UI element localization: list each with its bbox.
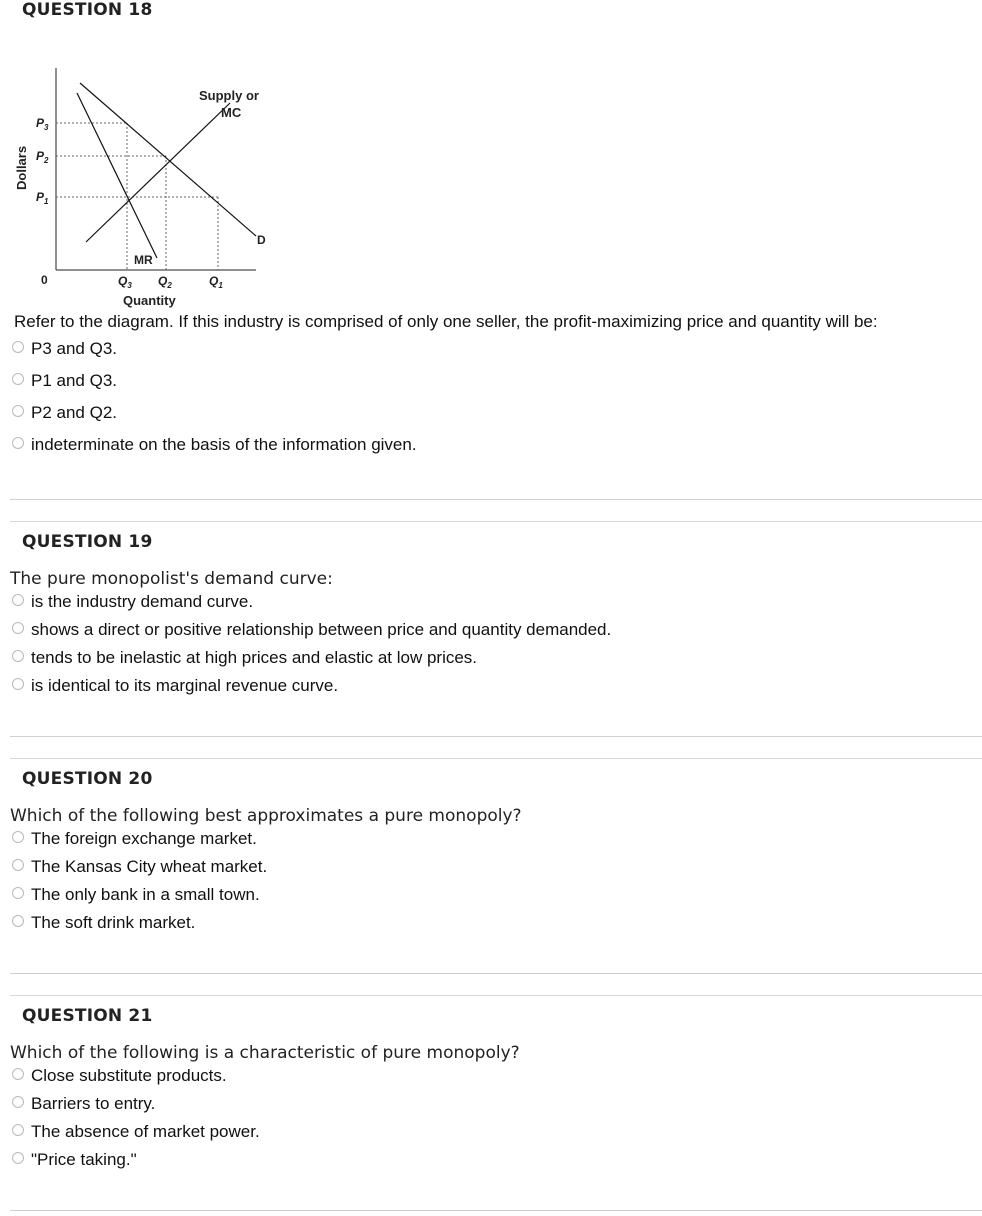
question-18-title: QUESTION 18 xyxy=(22,0,153,20)
radio-button-icon[interactable] xyxy=(12,678,24,690)
q20-option-d[interactable] xyxy=(12,915,195,937)
x-axis-label: Quantity xyxy=(123,293,176,308)
option-label: Barriers to entry. xyxy=(31,1094,156,1113)
radio-button-icon[interactable] xyxy=(12,859,24,871)
option-label: The foreign exchange market. xyxy=(31,829,257,848)
y-axis-label: Dollars xyxy=(14,145,29,190)
q20-option-b[interactable] xyxy=(12,859,267,881)
q21-option-c[interactable] xyxy=(12,1124,260,1146)
p3-label: $P_3$ xyxy=(36,116,49,132)
q18-option-c[interactable] xyxy=(12,405,117,427)
question-19-title: QUESTION 19 xyxy=(22,532,153,552)
q3-label: $Q_3$ xyxy=(118,274,132,290)
option-label: shows a direct or positive relationship between price and quantity demanded. xyxy=(31,620,612,639)
divider xyxy=(10,1210,982,1211)
divider xyxy=(10,499,982,500)
q20-option-c[interactable] xyxy=(12,887,260,909)
option-label: The only bank in a small town. xyxy=(31,885,260,904)
question-20-title: QUESTION 20 xyxy=(22,769,153,789)
question-21-text: Which of the following is a characteristic of pure monopoly? xyxy=(10,1043,520,1063)
mr-label: MR xyxy=(134,253,153,267)
option-label: tends to be inelastic at high prices and elastic at low prices. xyxy=(31,648,478,667)
q21-option-a[interactable] xyxy=(12,1068,227,1090)
q1-label: $Q_1$ xyxy=(209,274,223,290)
q19-option-b[interactable] xyxy=(12,622,611,644)
option-label: P2 and Q2. xyxy=(31,403,118,422)
divider xyxy=(10,736,982,737)
radio-button-icon[interactable] xyxy=(12,594,24,606)
q21-option-b[interactable] xyxy=(12,1096,155,1118)
radio-button-icon[interactable] xyxy=(12,1152,24,1164)
radio-button-icon[interactable] xyxy=(12,437,24,449)
radio-button-icon[interactable] xyxy=(12,915,24,927)
p1-label: $P_1$ xyxy=(36,190,49,206)
option-label: P1 and Q3. xyxy=(31,371,118,390)
radio-button-icon[interactable] xyxy=(12,831,24,843)
divider xyxy=(10,521,982,522)
q19-option-a[interactable] xyxy=(12,594,253,616)
question-19-text: The pure monopolist's demand curve: xyxy=(10,569,333,589)
option-label: The Kansas City wheat market. xyxy=(31,857,268,876)
radio-button-icon[interactable] xyxy=(12,622,24,634)
q20-option-a[interactable] xyxy=(12,831,257,853)
origin-label: 0 xyxy=(41,273,48,287)
question-18-text: Refer to the diagram. If this industry is comprised of only one seller, the profit-maximizing price and quantity will be: xyxy=(14,312,878,331)
mr-curve xyxy=(77,93,157,258)
radio-button-icon[interactable] xyxy=(12,887,24,899)
q18-option-d[interactable] xyxy=(12,437,417,459)
radio-button-icon[interactable] xyxy=(12,650,24,662)
radio-button-icon[interactable] xyxy=(12,1068,24,1080)
option-label: "Price taking." xyxy=(31,1150,137,1169)
question-20-text: Which of the following best approximates a pure monopoly? xyxy=(10,806,522,826)
radio-button-icon[interactable] xyxy=(12,405,24,417)
option-label: P3 and Q3. xyxy=(31,339,118,358)
radio-button-icon[interactable] xyxy=(12,1124,24,1136)
p2-label: $P_2$ xyxy=(36,149,49,165)
divider xyxy=(10,973,982,974)
q19-option-c[interactable] xyxy=(12,650,477,672)
option-label: indeterminate on the basis of the information given. xyxy=(31,435,417,454)
q21-option-d[interactable] xyxy=(12,1152,137,1174)
radio-button-icon[interactable] xyxy=(12,373,24,385)
option-label: The absence of market power. xyxy=(31,1122,260,1141)
radio-button-icon[interactable] xyxy=(12,1096,24,1108)
option-label: The soft drink market. xyxy=(31,913,196,932)
supply-mc-curve xyxy=(86,103,230,242)
supply-label-line2: MC xyxy=(221,105,242,120)
option-label: Close substitute products. xyxy=(31,1066,227,1085)
supply-label-line1: Supply or xyxy=(199,88,259,103)
demand-label: D xyxy=(257,233,266,247)
q2-label: $Q_2$ xyxy=(158,274,172,290)
q19-option-d[interactable] xyxy=(12,678,338,700)
market-diagram xyxy=(0,0,300,310)
question-21-title: QUESTION 21 xyxy=(22,1006,153,1026)
option-label: is identical to its marginal revenue curve. xyxy=(31,676,339,695)
radio-button-icon[interactable] xyxy=(12,341,24,353)
divider xyxy=(10,758,982,759)
option-label: is the industry demand curve. xyxy=(31,592,254,611)
q18-option-b[interactable] xyxy=(12,373,117,395)
divider xyxy=(10,995,982,996)
q18-option-a[interactable] xyxy=(12,341,117,363)
